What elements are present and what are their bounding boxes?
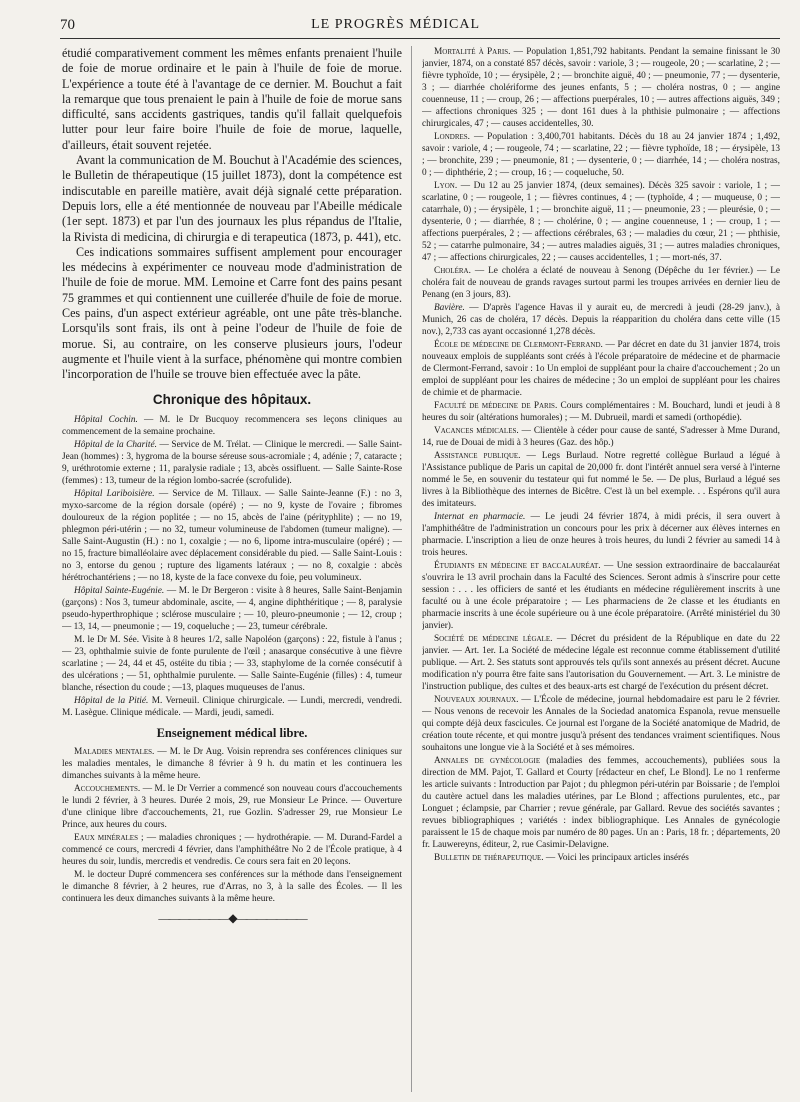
item-lead: Internat en pharmacie. [434,512,526,522]
intro-paragraph: Ces indications sommaires suffisent amplement pour encourager les médecins à expérimenter ce nouveau mode d'administration de l'huile de foie de morue. MM. Lemoine et Carre font des pains pesant 75 grammes et qui contiennent une cuillerée d'huile de foie de morue. Ces pains, d'un aspect extérieur agréable, ont une pâte très-blanche. Lorsqu'ils sont frais, ils ont à peine l'odeur de l'huile de foie de morue. Si, au contraire, on les conserve plusieurs jours, l'odeur augmente et l'huile vient à la surface, phénomène qui montre combien l'incorporation de l'huile se trouve bien effectuée avec la pâte. [62,244,402,382]
item-text: — M. le Dr Aug. Voisin reprendra ses conférences cliniques sur les maladies mentales, le dimanche 8 février à 9 h. du matin et les continuera les dimanches suivants à la même heure. [62,746,402,781]
item-lead: Bavière. [434,303,465,313]
enseignement-heading: Enseignement médical libre. [156,725,308,740]
item-text: — Clientèle à céder pour cause de santé, S'adresser à Mme Durand, 14, rue de Douai de midi à 3 heures (Gaz. des hôp.) [422,426,780,448]
item-lead: Faculté de médecine de Paris. [434,401,558,411]
item-text: (maladies des femmes, accouchements), publiées sous la direction de MM. Pajot, T. Gallard et Courty [rédacteur en chef, Le Blond]. Le no 1 renferme les article suivants : Introduction par Pajot ; du phlegmon péri-utérin par Boissarie ; de l'emploi du cautère actuel dans les maladies utérines, par Le Blond ; affections purulentes, etc., par Longuet ; éclampsie, par Charrier ; revue générale, par Gallard. Revue des sociétés savantes ; revues bibliographiques ; variétés : index bibliographique. Les Annales de gynécologie paraissent le 15 de chaque mois par numéro de 80 pages. Un an : Paris, 18 fr. ; départements, 20 fr. Lauwereyns, éditeur, 2, rue Casimir-Delavigne. [422,756,780,850]
item-text: M. Verneuil. Clinique chirurgicale. — Lundi, mercredi, vendredi. M. Lasègue. Clinique médicale. — Mardi, jeudi, samedi. [62,695,402,718]
enseignement-list [62,746,402,905]
news-item [422,511,780,559]
news-item [422,339,780,399]
item-text: — D'après l'agence Havas il y aurait eu, de mercredi à jeudi (28-29 janv.), à Munich, 26 cas de choléra, 17 décès. Depuis la réapparition du choléra dans cette ville (15 nov.), 2,733 cas ayant occasionné 1,278 décès. [422,303,780,337]
item-text: — Population 1,851,792 habitants. Pendant la semaine finissant le 30 janvier, 1874, on a constaté 857 décès, savoir : variole, 3 ; — rougeole, 20 ; — scarlatine, 2 ; — fièvre typhoïde, 10 ; — érysipèle, 2 ; — bronchite aiguë, 40 ; — pneumonie, 77 ; — dysenterie, 3 ; — diarrhée cholériforme des jeunes enfants, 5 ; — choléra nostras, 0 ; — angine couenneuse, 11 ; — croup, 26 ; — affections puerpérales, 10 ; — autres affections aiguës, 349 ; — affections chroniques 325 ; — dont 161 dues à la phthisie pulmonaire ; — affections chirurgicales, 47 ; — causes accidentelles, 30. [422,47,780,129]
left-column [62,46,402,926]
news-item [422,560,780,632]
item-text: — Legs Burlaud. Notre regretté collègue Burlaud a légué à l'Assistance publique de Paris un capital de 20,000 fr. dont l'intérêt annuel sera versé à l'interne nommé le 5e, en souvenir du testateur qui fut nommé le 5e. — De plus, Burlaud a légué ses livres à la Bibliothèque des internes de Bicêtre. C'est là un bel exemple. . . Espérons qu'il aura des imitateurs. [422,451,780,509]
item-lead: Eaux minérales ; [74,832,144,843]
intro-paragraph: étudié comparativement comment les mêmes enfants prenaient l'huile de foie de morue ordinaire et le pain à l'huile de foie de morue. L'expérience a toute été à l'avantage de ce dernier. M. Bouchut a fait la remarque que tous prenaient le pain à l'huile de foie de morue sans difficulté, sans accidents gastriques, tandis qu'il fallait quelquefois lutter pour leur faire boire l'huile de foie de morue, laquelle, d'ailleurs, était souvent rejetée. [62,46,402,152]
news-item [422,755,780,851]
news-item [422,633,780,693]
running-title: LE PROGRÈS MÉDICAL [311,17,480,32]
item-text: — L'École de médecine, journal hebdomadaire est paru le 2 février. — Nous venons de recevoir les Annales de la Sociedad anatomica Espanola, revue mensuelle qui compte déjà deux fascicules. Ce journal est l'organe de la Société anatomique de Madrid, de création toute récente, et qui montre jusqu'à présent des tendances vraiment scientifiques. Nous souhaitons une longue vie à la Société et à ses mémoires. [422,695,780,753]
item-lead: Hôpital Sainte-Eugénie. [74,585,165,596]
news-item [422,694,780,754]
news-item [422,852,780,864]
chronique-item [62,439,402,487]
enseignement-item [62,832,402,868]
enseignement-item [62,746,402,782]
chronique-item [62,414,402,438]
news-item [422,450,780,510]
item-lead: Hôpital Cochin. [74,414,138,425]
item-lead: Hôpital de la Pitié. [74,695,149,706]
item-text: — M. le Dr Bucquoy recommencera ses leçons cliniques au commencement de la semaine prochaine. [62,414,402,437]
item-lead: Société de médecine légale. [434,634,553,644]
item-text: — Population : 3,400,701 habitants. Décès du 18 au 24 janvier 1874 ; 1,492, savoir : variole, 4 ; — rougeole, 74 ; — scarlatine, 22 ; — fièvre typhoïde, 18 ; — érysipèle, 13 ; — bronchite, 239 ; — pneumonie, 81 ; — dysenterie, 0 ; — diarrhée, 14 ; — choléra nostras, 0 ; — diphthérie, 2 ; — croup, 16 ; — coqueluche, 50. [422,132,780,178]
page-number: 70 [60,16,75,33]
item-text: — maladies chroniques ; — hydrothérapie. — M. Durand-Fardel a commencé ce cours, mercredi 4 février, dans l'amphithéâtre No 2 de l'École pratique, à 4 heures du soir, lundis, mercredis et vendredis. Ce cours sera fait en 20 leçons. [62,832,402,867]
intro-paragraph: Avant la communication de M. Bouchut à l'Académie des sciences, le Bulletin de thérapeutique (15 juillet 1873), dont la compétence est indiscutable en pareille matière, avait déjà signalé cette préparation. Depuis lors, elle a été mentionnée de nouveau par l'Abeille médicale (1er sept. 1873) et par l'un des journaux les plus répandus de l'Italie, la Rivista di medicina, di chirurgia e di terapeutica (1873, p. 441), etc. [62,153,402,244]
column-divider [411,46,412,1092]
item-text: M. le Dr M. Sée. Visite à 8 heures 1/2, salle Napoléon (garçons) : 22, fistule à l'anus ; — 23, ophthalmie suivie de fonte purulente de l'œil ; anasarque consécutive à une fièvre scarlatine ; — 24, 44 et 45, ostéite du tibia ; — 33, staphylome de la cornée consécutif à des ulcérations ; — 51, ophthalmie purulente. — Salle Sainte-Eugénie (filles) : 4, tumeur blanche, résection du coude ; —13, plaques muqueuses de l'anus. [62,634,402,693]
header-rule [60,38,780,39]
news-item [422,131,780,179]
item-lead: Annales de gynécologie [434,756,541,766]
item-lead: Lyon. [434,181,458,191]
chronique-item [62,488,402,584]
item-text: — Le choléra a éclaté de nouveau à Senong (Dépêche du 1er février.) — Le choléra fait de nouveau de grands ravages surtout parmi les troupes arrivées en dernier lieu de Penang (en 3 jours, 83). [422,266,780,300]
item-text: — M. le Dr Bergeron : visite à 8 heures, Salle Saint-Benjamin (garçons) : Nos 3, tumeur abdominale, ascite, — 4, angine diphthéritique ; — 8, paralysie pseudo-hyperthrophique ; sclérose musculaire ; — 10, pleuro-pneumonie ; — 12, croup ; — 13, 14, — pneumonie ; — 19, coqueluche ; — 23, tumeur cérébrale. [62,585,402,632]
item-text: Cours complémentaires : M. Bouchard, lundi et jeudi à 8 heures du soir (altérations humorales) ; — M. Dubrueil, mardi et samedi (orthopédie). [422,401,780,423]
item-lead: Nouveaux journaux. [434,695,519,705]
item-lead: Hôpital de la Charité. [74,439,157,450]
item-lead: Maladies mentales. [74,746,155,757]
chronique-item [62,634,402,694]
news-item [422,302,780,338]
item-text: — Service de M. Tillaux. — Salle Sainte-Jeanne (F.) : no 3, myxo-sarcome de la région dorsale (opéré) ; — no 9, kyste de l'ovaire ; fibromes douloureux de la région poplitée ; — no 15, abcès de l'aine (pérityphlite) ; — no 19, phlegmon péri-utérin ; — no 32, tumeur volumineuse de l'abdomen (tumeur maligne). — Salle Saint-Augustin (H.) : no 1, coxalgie ; — no 6, lipome intra-musculaire (opéré) ; — no 15, fracture bimalléolaire avec déplacement considérable du pied. — Salle Saint-Louis : no 3, entorse du genou ; rupture des ligaments latéraux ; — no 8, coxalgie : abcès hérétrochantériens ; — no 18, kyste de la face convexe du foie, peu volumineux. [62,488,402,583]
item-lead: École de médecine de Clermont-Ferrand. [434,340,603,350]
item-lead: Assistance publique. [434,451,521,461]
news-item [422,425,780,449]
item-lead: Accouchements. [74,783,141,794]
item-text: — Voici les principaux articles insérés [543,853,689,863]
item-text: — M. le Dr Verrier a commencé son nouveau cours d'accouchements le lundi 2 février, à 3 heures. Durée 2 mois, 29, rue Monsieur Le Prince. — Ouverture d'une clinique libre d'accouchements, 21, rue Gozlin. S'adresser 29, rue Monsieur Le Prince, aux heures du cours. [62,783,402,830]
enseignement-item [62,783,402,831]
news-item [422,400,780,424]
item-text: — Du 12 au 25 janvier 1874, (deux semaines). Décès 325 savoir : variole, 1 ; — scarlatine, 0 ; — rougeole, 1 ; — fièvres continues, 4 ; — (typhoïde, 4 ; — muqueuse, 0 ; — catarrhale, 0) ; — érysipèle, 1 ; — bronchite aiguë, 11 ; — pneumonie, 23 ; — pleurésie, 0 ; — dysenterie, 0 ; — diarrhée, 8 ; — cholérine, 0 ; — angine couenneuse, 1 ; — croup, 1 ; — affections puerpérales, 2 ; — affections cérébrales, 63 ; — maladies du cœur, 21 ; — phthisie, 52 ; — catarrhe pulmonaire, 34 ; — autres maladies aiguës, 31 ; — autres maladies chroniques, 47 ; — affections chirurgicales, 22 ; — causes accidentelles, 1 ; — mort-nés, 37. [422,181,780,263]
item-lead: Étudiants en médecine et baccalauréat. [434,561,601,571]
item-lead: Londres. [434,132,471,142]
chronique-item [62,695,402,719]
news-item [422,265,780,301]
item-text: — Le jeudi 24 février 1874, à midi précis, il sera ouvert à l'amphithéâtre de l'administration un concours pour les prix à décerner aux élèves internes en pharmacie. L'inscription a lieu de onze heures à trois heures, du lundi 2 février au samedi 14 à trois heures. [422,512,780,558]
item-lead: Mortalité à Paris. [434,47,511,57]
ornament-divider: ―――――――◆――――――― [158,910,306,925]
page-header [60,14,780,36]
item-lead: Bulletin de thérapeutique. [434,853,544,863]
item-text: — Décret du président de la République en date du 22 janvier. — Art. 1er. La Société de médecine légale est reconnue comme établissement d'utilité publique. — Art. 2. Ses statuts sont approuvés tels qu'ils sont annexés au présent décret. Aucune modification n'y pourra être faite sans l'autorisation du Gouvernement. — Art. 3. Le ministre de l'instruction publique, des cultes et des beaux-arts est chargé de l'exécution du présent décret. [422,634,780,692]
chronique-item [62,585,402,633]
intro-block [62,46,402,383]
item-lead: Vacances médicales. [434,426,519,436]
news-item [422,46,780,130]
news-item [422,180,780,264]
item-text: — Par décret en date du 31 janvier 1874, trois nouveaux emplois de suppléants sont créés à l'école préparatoire de médecine et de pharmacie de Clermont-Ferrand, savoir : 1o Un emploi de suppléant pour la chaire d'accouchement ; 2o un emploi de suppléant pour les chaires de médecine ; 3o un emploi de suppléant pour les chaires de chimie et de pharmacie. [422,340,780,398]
item-text: — Service de M. Trélat. — Clinique le mercredi. — Salle Saint-Jean (hommes) : 3, hygroma de la bourse séreuse sous-acromiale ; 4, adénie ; 7, cataracte ; 9, uréthrotomie externe ; 11, paralysie radiale ; 13, abcès ossifluent. — Salle Sainte-Rose (femmes) : 13, tumeur de la région lombo-sacrée (scrofulide). [62,439,402,486]
item-lead: Hôpital Lariboisière. [74,488,155,499]
item-lead: Choléra. [434,266,471,276]
chronique-heading: Chronique des hôpitaux. [152,391,312,407]
chronique-list [62,414,402,719]
right-column [422,46,780,865]
enseignement-item [62,869,402,905]
item-text: — Une session extraordinaire de baccalauréat s'ouvrira le 13 avril prochain dans la Faculté des Sciences. Seront admis à s'inscrire pour cette session : . . . les officiers de santé et les étudiants en médecine régulièrement inscrits à une faculté ou à une école préparatoire ; — Les pharmaciens de 2e classe et les étudiants en pharmacie inscrits à une école supérieure ou à une école préparatoire. (Arrêté ministériel du 30 janvier). [422,561,780,631]
item-text: M. le docteur Dupré commencera ses conférences sur la méthode dans l'enseignement le dimanche 8 février, à 2 heures, rue d'Arras, no 3, à la salle des Écoles. — Il les continuera les deux dimanches suivants à la même heure. [62,869,402,904]
